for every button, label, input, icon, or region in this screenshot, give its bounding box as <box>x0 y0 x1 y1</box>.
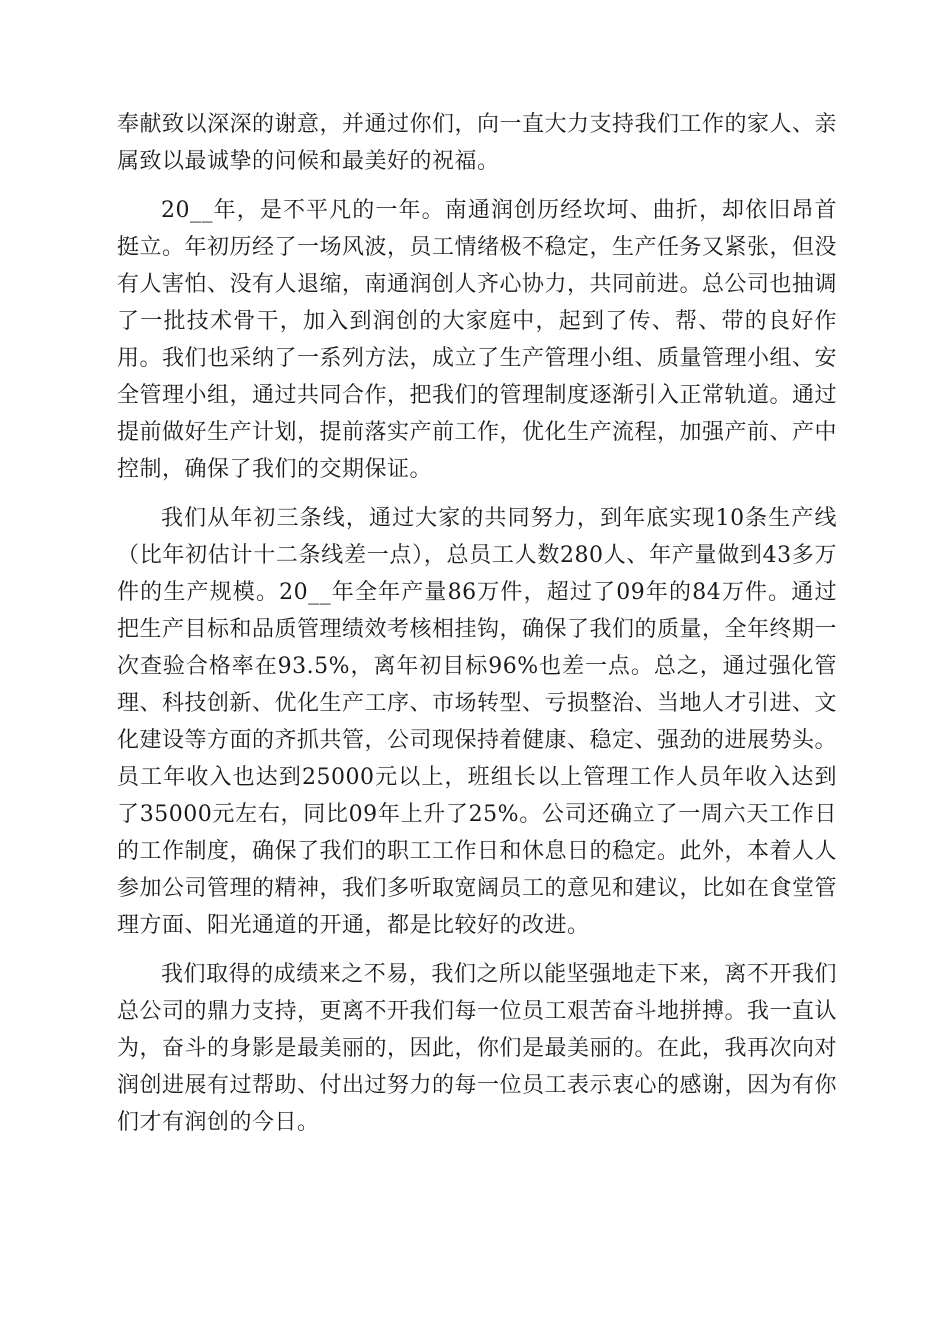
paragraph-3: 我们从年初三条线，通过大家的共同努力，到年底实现10条生产线（比年初估计十二条线差一点），总员工人数280人、年产量做到43多万件的生产规模。20__年全年产量86万件，超过了09年的84万件。通过把生产目标和品质管理绩效考核相挂钩，确保了我们的质量，全年终期一次查验合格率在93.5%，离年初目标96%也差一点。总之，通过强化管理、科技创新、优化生产工序、市场转型、亏损整治、当地人才引进、文化建设等方面的齐抓共管，公司现保持着健康、稳定、强劲的进展势头。员工年收入也达到25000元以上，班组长以上管理工作人员年收入达到了35000元左右，同比09年上升了25%。公司还确立了一周六天工作日的工作制度，确保了我们的职工工作日和休息日的稳定。此外，本着人人参加公司管理的精神，我们多听取宽阔员工的意见和建议，比如在食堂管理方面、阳光通道的开通，都是比较好的改进。 <box>117 506 838 938</box>
paragraph-4: 我们取得的成绩来之不易，我们之所以能坚强地走下来，离不开我们总公司的鼎力支持，更离不开我们每一位员工艰苦奋斗地拼搏。我一直认为，奋斗的身影是最美丽的，因此，你们是最美丽的。在此，我再次向对润创进展有过帮助、付出过努力的每一位员工表示衷心的感谢，因为有你们才有润创的今日。 <box>117 962 838 1135</box>
paragraph-1: 奉献致以深深的谢意，并通过你们，向一直大力支持我们工作的家人、亲属致以最诚挚的问候和最美好的祝福。 <box>117 112 838 174</box>
paragraph-2: 20__年，是不平凡的一年。南通润创历经坎坷、曲折，却依旧昂首挺立。年初历经了一场风波，员工情绪极不稳定，生产任务又紧张，但没有人害怕、没有人退缩，南通润创人齐心协力，共同前进。总公司也抽调了一批技术骨干，加入到润创的大家庭中，起到了传、帮、带的良好作用。我们也采纳了一系列方法，成立了生产管理小组、质量管理小组、安全管理小组，通过共同合作，把我们的管理制度逐渐引入正常轨道。通过提前做好生产计划，提前落实产前工作，优化生产流程，加强产前、产中控制，确保了我们的交期保证。 <box>117 198 838 482</box>
document-body <box>117 106 837 1141</box>
